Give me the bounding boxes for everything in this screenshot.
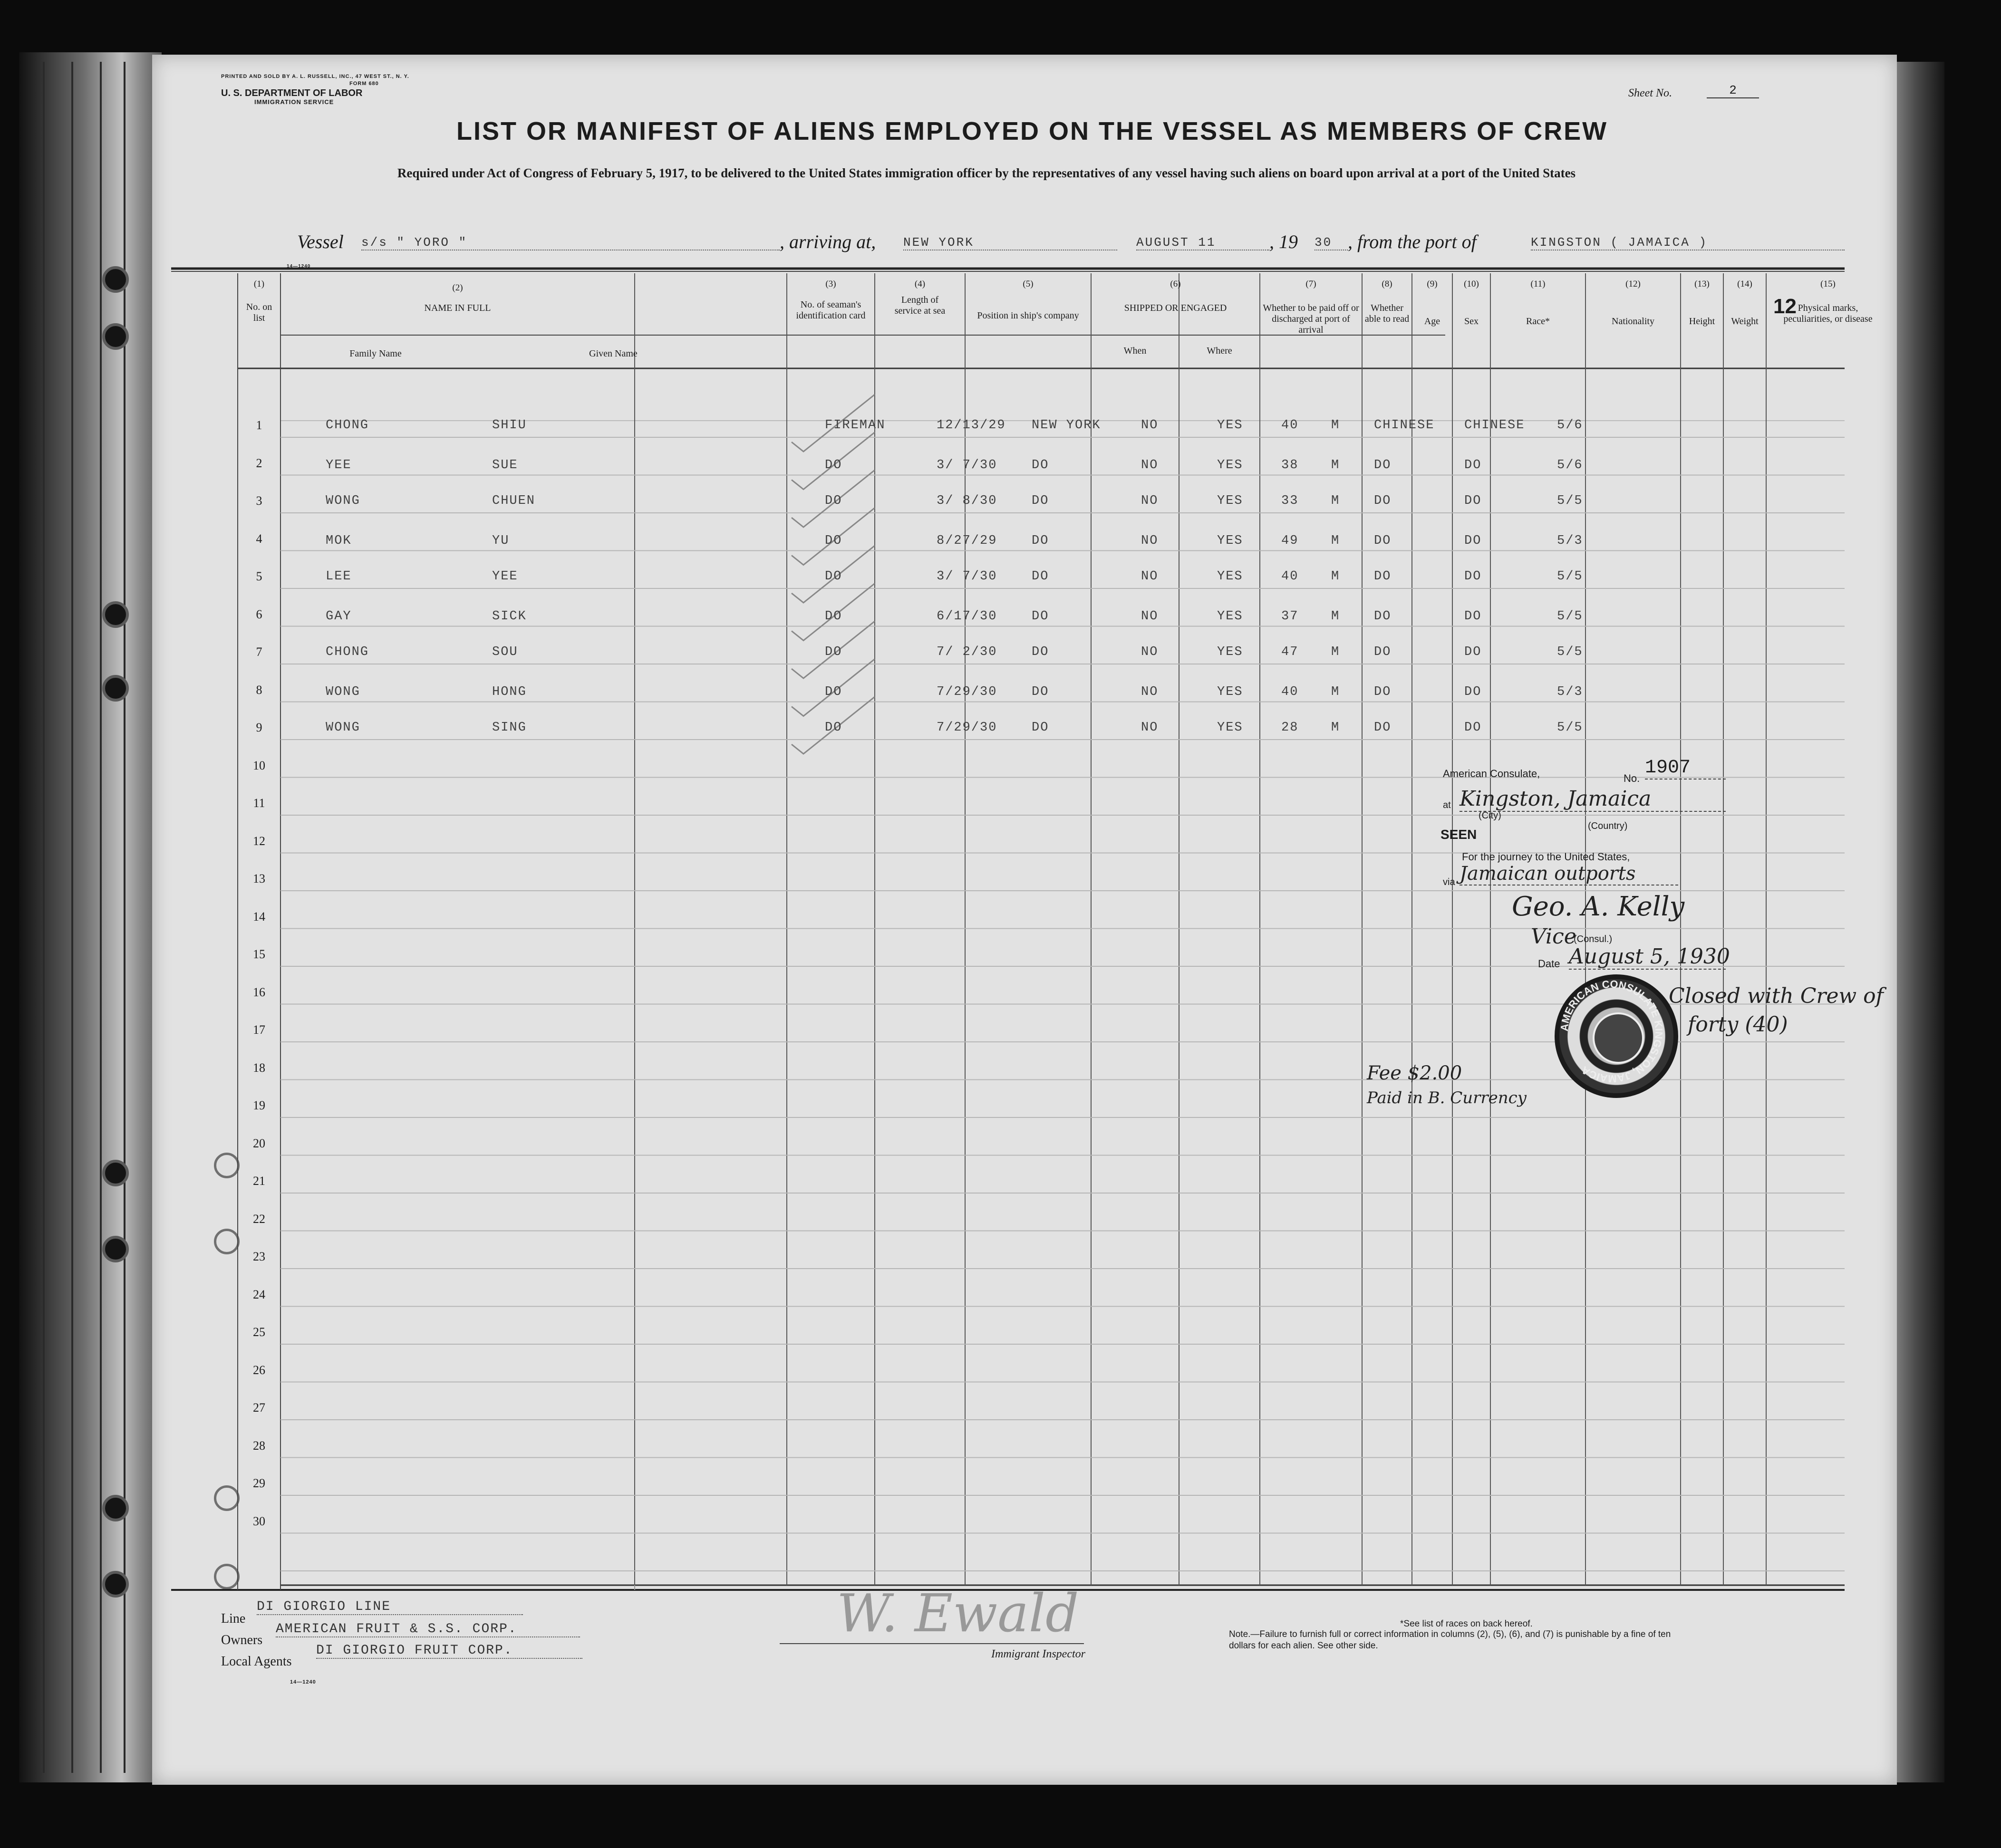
row-number: 4 bbox=[256, 531, 262, 546]
col2-number: (2) bbox=[452, 283, 463, 293]
col6-number: (6) bbox=[1170, 279, 1181, 289]
binder-edge bbox=[19, 52, 162, 1782]
cell-where: DO bbox=[1032, 645, 1049, 659]
cell-position: DO bbox=[825, 458, 842, 472]
cell-race: DO bbox=[1374, 609, 1392, 624]
cell-height: 5/3 bbox=[1557, 684, 1583, 699]
department-label: U. S. DEPARTMENT OF LABOR bbox=[221, 88, 363, 98]
arriving-label: , arriving at, bbox=[780, 231, 876, 252]
margin-number: 12 bbox=[1773, 295, 1797, 318]
cell-height: 5/5 bbox=[1557, 609, 1583, 624]
row-number: 8 bbox=[256, 683, 262, 697]
row-number: 18 bbox=[253, 1060, 265, 1075]
row-number: 25 bbox=[253, 1325, 265, 1339]
cell-when: 3/ 8/30 bbox=[937, 494, 997, 508]
cell-position: DO bbox=[825, 684, 842, 699]
printer-line: PRINTED AND SOLD BY A. L. RUSSELL, INC., 47 WEST ST., N. Y. bbox=[221, 74, 409, 79]
col12-number: (12) bbox=[1625, 279, 1641, 289]
cell-height: 5/6 bbox=[1557, 458, 1583, 472]
row-number: 21 bbox=[253, 1174, 265, 1188]
cell-family: YEE bbox=[326, 458, 352, 472]
col11-header: Race* bbox=[1526, 316, 1550, 327]
row-number: 17 bbox=[253, 1023, 265, 1037]
inspector-label: Immigrant Inspector bbox=[991, 1648, 1085, 1660]
cell-read: YES bbox=[1217, 684, 1243, 699]
cell-height: 5/5 bbox=[1557, 721, 1583, 735]
cell-age: 33 bbox=[1281, 494, 1299, 508]
consulate-heading: American Consulate, bbox=[1443, 768, 1540, 780]
page-subtitle: Required under Act of Congress of February 5, 1917, to be delivered to the United States immigration officer by the representatives of any vessel having such aliens on board upon arrival at a port of the United States bbox=[397, 166, 1576, 180]
cell-age: 40 bbox=[1281, 418, 1299, 433]
col3-header: No. of seaman's identification card bbox=[796, 299, 866, 321]
row-number: 5 bbox=[256, 569, 262, 583]
binder-hole bbox=[102, 601, 129, 628]
cell-where: DO bbox=[1032, 569, 1049, 584]
col6-header: SHIPPED OR ENGAGED bbox=[1124, 303, 1227, 313]
cell-nationality: DO bbox=[1464, 645, 1482, 659]
row-number: 16 bbox=[253, 985, 265, 999]
cell-sex: M bbox=[1331, 721, 1340, 735]
row-number: 30 bbox=[253, 1514, 265, 1528]
cell-position: FIREMAN bbox=[825, 418, 886, 433]
row-number: 29 bbox=[253, 1476, 265, 1490]
binder-hole bbox=[102, 675, 129, 702]
cell-sex: M bbox=[1331, 609, 1340, 624]
cell-where: DO bbox=[1032, 684, 1049, 699]
col1-header: No. on list bbox=[246, 302, 272, 323]
consulate-at-label: at bbox=[1443, 800, 1451, 810]
cell-nationality: DO bbox=[1464, 569, 1482, 584]
col11-number: (11) bbox=[1530, 279, 1546, 289]
arrival-port: NEW YORK bbox=[903, 235, 1117, 250]
cell-age: 40 bbox=[1281, 684, 1299, 699]
cell-position: DO bbox=[825, 533, 842, 548]
col4-number: (4) bbox=[914, 279, 926, 289]
svg-text:AMERICAN CONSULATE KINGSTON, J bbox=[1558, 978, 1665, 1085]
cell-age: 37 bbox=[1281, 609, 1299, 624]
cell-where: DO bbox=[1032, 721, 1049, 735]
consulate-no-label: No. bbox=[1624, 772, 1640, 784]
cell-race: DO bbox=[1374, 458, 1392, 472]
form-number: FORM 680 bbox=[349, 81, 379, 87]
row-number: 3 bbox=[256, 494, 262, 508]
cell-age: 38 bbox=[1281, 458, 1299, 472]
row-number: 11 bbox=[253, 796, 265, 810]
binder-hole bbox=[102, 1571, 129, 1598]
cell-read: YES bbox=[1217, 569, 1243, 584]
cell-sex: M bbox=[1331, 645, 1340, 659]
col12-header: Nationality bbox=[1612, 316, 1654, 327]
row-number: 28 bbox=[253, 1438, 265, 1453]
cell-where: DO bbox=[1032, 533, 1049, 548]
sheet-label: Sheet No. bbox=[1628, 87, 1672, 99]
cell-sex: M bbox=[1331, 458, 1340, 472]
cell-position: DO bbox=[825, 494, 842, 508]
vessel-label: Vessel bbox=[297, 231, 344, 252]
cell-family: WONG bbox=[326, 494, 360, 508]
col9-header: Age bbox=[1424, 316, 1440, 327]
arrival-date: AUGUST 11 bbox=[1136, 235, 1269, 250]
form-code-top: 14—1240 bbox=[287, 264, 311, 269]
via-label: via bbox=[1443, 877, 1455, 887]
row-number: 27 bbox=[253, 1401, 265, 1415]
cell-when: 6/17/30 bbox=[937, 609, 997, 624]
agents-label: Local Agents bbox=[221, 1654, 292, 1669]
cell-given: CHUEN bbox=[492, 494, 536, 508]
cell-race: DO bbox=[1374, 645, 1392, 659]
col6-when: When bbox=[1123, 346, 1147, 356]
cell-paid: NO bbox=[1141, 494, 1159, 508]
col10-header: Sex bbox=[1464, 316, 1479, 327]
cell-race: DO bbox=[1374, 494, 1392, 508]
binder-hole bbox=[102, 266, 129, 293]
cell-paid: NO bbox=[1141, 684, 1159, 699]
cell-read: YES bbox=[1217, 418, 1243, 433]
cell-height: 5/3 bbox=[1557, 533, 1583, 548]
row-number: 1 bbox=[256, 418, 262, 432]
cell-paid: NO bbox=[1141, 458, 1159, 472]
from-port-label: , from the port of bbox=[1348, 231, 1477, 252]
cell-family: WONG bbox=[326, 684, 360, 699]
col9-number: (9) bbox=[1427, 279, 1438, 289]
row-number: 15 bbox=[253, 947, 265, 961]
cell-nationality: DO bbox=[1464, 494, 1482, 508]
cell-when: 7/29/30 bbox=[937, 684, 997, 699]
cell-race: CHINESE bbox=[1374, 418, 1435, 433]
cell-position: DO bbox=[825, 569, 842, 584]
col13-header: Height bbox=[1689, 316, 1715, 327]
service-label: IMMIGRATION SERVICE bbox=[254, 98, 334, 106]
cell-given: YEE bbox=[492, 569, 518, 584]
manifest-page bbox=[152, 55, 1897, 1785]
consulate-city: Kingston, Jamaica bbox=[1460, 787, 1726, 812]
owners-label: Owners bbox=[221, 1633, 263, 1647]
cell-height: 5/5 bbox=[1557, 494, 1583, 508]
row-number: 9 bbox=[256, 721, 262, 734]
cell-sex: M bbox=[1331, 533, 1340, 548]
row-number: 14 bbox=[253, 909, 265, 924]
row-number: 23 bbox=[253, 1250, 265, 1263]
form-code-bottom: 14—1240 bbox=[290, 1679, 316, 1685]
col7-number: (7) bbox=[1305, 279, 1316, 289]
cell-given: SUE bbox=[492, 458, 518, 472]
cell-read: YES bbox=[1217, 609, 1243, 624]
binder-hole bbox=[102, 1495, 129, 1521]
owners-value: AMERICAN FRUIT & S.S. CORP. bbox=[276, 1622, 580, 1637]
cell-age: 47 bbox=[1281, 645, 1299, 659]
row-number: 12 bbox=[253, 834, 265, 848]
cell-paid: NO bbox=[1141, 721, 1159, 735]
cell-read: YES bbox=[1217, 645, 1243, 659]
cell-position: DO bbox=[825, 609, 842, 624]
cell-sex: M bbox=[1331, 684, 1340, 699]
line-value: DI GIORGIO LINE bbox=[257, 1599, 523, 1615]
cell-paid: NO bbox=[1141, 609, 1159, 624]
cell-nationality: DO bbox=[1464, 533, 1482, 548]
cell-paid: NO bbox=[1141, 418, 1159, 433]
consul-signature: Geo. A. Kelly bbox=[1512, 891, 1685, 922]
cell-given: SHIU bbox=[492, 418, 527, 433]
col5-number: (5) bbox=[1023, 279, 1034, 289]
cell-given: SING bbox=[492, 721, 527, 735]
cell-family: CHONG bbox=[326, 645, 369, 659]
cell-race: DO bbox=[1374, 569, 1392, 584]
sheet-number: 2 bbox=[1707, 83, 1759, 98]
col10-number: (10) bbox=[1464, 279, 1479, 289]
col15-header: Physical marks, peculiarities, or disease bbox=[1783, 303, 1873, 324]
closed-note-line2: forty (40) bbox=[1688, 1012, 1788, 1037]
cell-given: SICK bbox=[492, 609, 527, 624]
cell-where: DO bbox=[1032, 609, 1049, 624]
closed-note-line1: Closed with Crew of bbox=[1669, 984, 1884, 1008]
cell-given: YU bbox=[492, 533, 510, 548]
cell-where: NEW YORK bbox=[1032, 418, 1101, 433]
city-label: (City) bbox=[1479, 810, 1501, 821]
cell-family: GAY bbox=[326, 609, 352, 624]
col13-number: (13) bbox=[1694, 279, 1710, 289]
page-title: LIST OR MANIFEST OF ALIENS EMPLOYED ON THE VESSEL AS MEMBERS OF CREW bbox=[456, 117, 1608, 145]
inspector-signature: W. Ewald bbox=[837, 1583, 1079, 1644]
cell-height: 5/5 bbox=[1557, 645, 1583, 659]
col7-header: Whether to be paid off or discharged at port of arrival bbox=[1263, 303, 1359, 335]
col8-number: (8) bbox=[1382, 279, 1392, 289]
cell-family: CHONG bbox=[326, 418, 369, 433]
col4-header: Length of service at sea bbox=[894, 295, 946, 316]
cell-where: DO bbox=[1032, 458, 1049, 472]
binder-hole bbox=[102, 1160, 129, 1186]
journey-text: For the journey to the United States, bbox=[1462, 851, 1630, 863]
col8-header: Whether able to read bbox=[1364, 303, 1410, 324]
cell-paid: NO bbox=[1141, 533, 1159, 548]
cell-given: SOU bbox=[492, 645, 518, 659]
row-number: 26 bbox=[253, 1363, 265, 1377]
row-number: 24 bbox=[253, 1287, 265, 1301]
row-number: 7 bbox=[256, 645, 262, 659]
line-label: Line bbox=[221, 1611, 246, 1626]
cell-given: HONG bbox=[492, 684, 527, 699]
consul-label: (Consul.) bbox=[1574, 934, 1613, 944]
cell-read: YES bbox=[1217, 458, 1243, 472]
cell-nationality: DO bbox=[1464, 684, 1482, 699]
races-note: *See list of races on back hereof. bbox=[1400, 1619, 1533, 1629]
penalty-note: Note.—Failure to furnish full or correct information in columns (2), (5), (6), and (7) is punishable by a fine of ten dollars for each alien. See other side. bbox=[1229, 1629, 1671, 1651]
col1-number: (1) bbox=[253, 279, 265, 289]
row-number: 22 bbox=[253, 1212, 265, 1226]
agents-value: DI GIORGIO FRUIT CORP. bbox=[316, 1643, 582, 1659]
col14-number: (14) bbox=[1737, 279, 1752, 289]
cell-when: 8/27/29 bbox=[937, 533, 997, 548]
cell-height: 5/6 bbox=[1557, 418, 1583, 433]
cell-race: DO bbox=[1374, 533, 1392, 548]
cell-when: 3/ 7/30 bbox=[937, 458, 997, 472]
col14-header: Weight bbox=[1731, 316, 1759, 327]
vessel-name: s/s " YORO " bbox=[361, 235, 780, 250]
cell-read: YES bbox=[1217, 533, 1243, 548]
cell-read: YES bbox=[1217, 494, 1243, 508]
binder-line bbox=[100, 62, 102, 1773]
cell-nationality: DO bbox=[1464, 458, 1482, 472]
col2-family-name: Family Name bbox=[349, 348, 402, 359]
cell-age: 28 bbox=[1281, 721, 1299, 735]
cell-paid: NO bbox=[1141, 645, 1159, 659]
consulate-number: 1907 bbox=[1645, 757, 1726, 780]
cell-position: DO bbox=[825, 721, 842, 735]
cell-age: 40 bbox=[1281, 569, 1299, 584]
cell-sex: M bbox=[1331, 569, 1340, 584]
row-number: 19 bbox=[253, 1098, 265, 1112]
fee-line1: Fee $2.00 bbox=[1367, 1062, 1462, 1084]
cell-height: 5/5 bbox=[1557, 569, 1583, 584]
cell-race: DO bbox=[1374, 721, 1392, 735]
date-label: Date bbox=[1538, 958, 1560, 970]
col5-header: Position in ship's company bbox=[977, 310, 1079, 321]
cell-nationality: CHINESE bbox=[1464, 418, 1525, 433]
cell-when: 12/13/29 bbox=[937, 418, 1006, 433]
col6-where: Where bbox=[1207, 346, 1232, 356]
cell-read: YES bbox=[1217, 721, 1243, 735]
cell-paid: NO bbox=[1141, 569, 1159, 584]
vice-label: Vice bbox=[1531, 924, 1576, 949]
binder-line bbox=[43, 62, 45, 1773]
seen-label: SEEN bbox=[1440, 827, 1477, 842]
cell-when: 7/ 2/30 bbox=[937, 645, 997, 659]
cell-sex: M bbox=[1331, 418, 1340, 433]
consulate-date: August 5, 1930 bbox=[1569, 944, 1730, 969]
cell-sex: M bbox=[1331, 494, 1340, 508]
col3-number: (3) bbox=[825, 279, 836, 289]
fee-line2: Paid in B. Currency bbox=[1367, 1088, 1527, 1107]
cell-nationality: DO bbox=[1464, 609, 1482, 624]
row-number: 2 bbox=[256, 456, 262, 470]
cell-family: MOK bbox=[326, 533, 352, 548]
cell-family: WONG bbox=[326, 721, 360, 735]
binder-hole bbox=[102, 323, 129, 350]
arrival-year: 30 bbox=[1315, 235, 1348, 250]
cell-race: DO bbox=[1374, 684, 1392, 699]
cell-family: LEE bbox=[326, 569, 352, 584]
cell-position: DO bbox=[825, 645, 842, 659]
country-label: (Country) bbox=[1588, 821, 1628, 831]
seal-ring-text bbox=[1555, 974, 1669, 1088]
departure-port: KINGSTON ( JAMAICA ) bbox=[1531, 235, 1845, 250]
binder-hole bbox=[102, 1236, 129, 1262]
col15-number: (15) bbox=[1820, 279, 1836, 289]
seal-text: AMERICAN CONSULATE KINGSTON, JAMAICA bbox=[1558, 978, 1665, 1085]
row-number: 6 bbox=[256, 607, 262, 621]
cell-when: 3/ 7/30 bbox=[937, 569, 997, 584]
cell-when: 7/29/30 bbox=[937, 721, 997, 735]
inspector-sign-line bbox=[780, 1643, 1084, 1644]
col2-given-name: Given Name bbox=[589, 348, 638, 359]
row-number: 13 bbox=[253, 872, 265, 886]
cell-where: DO bbox=[1032, 494, 1049, 508]
cell-nationality: DO bbox=[1464, 721, 1482, 735]
year-label: , 19 bbox=[1269, 231, 1298, 252]
col2-header: NAME IN FULL bbox=[424, 303, 491, 313]
via-route: Jamaican outports bbox=[1460, 863, 1678, 886]
cell-age: 49 bbox=[1281, 533, 1299, 548]
row-number: 20 bbox=[253, 1136, 265, 1150]
binder-line bbox=[71, 62, 73, 1773]
row-number: 10 bbox=[253, 758, 265, 772]
